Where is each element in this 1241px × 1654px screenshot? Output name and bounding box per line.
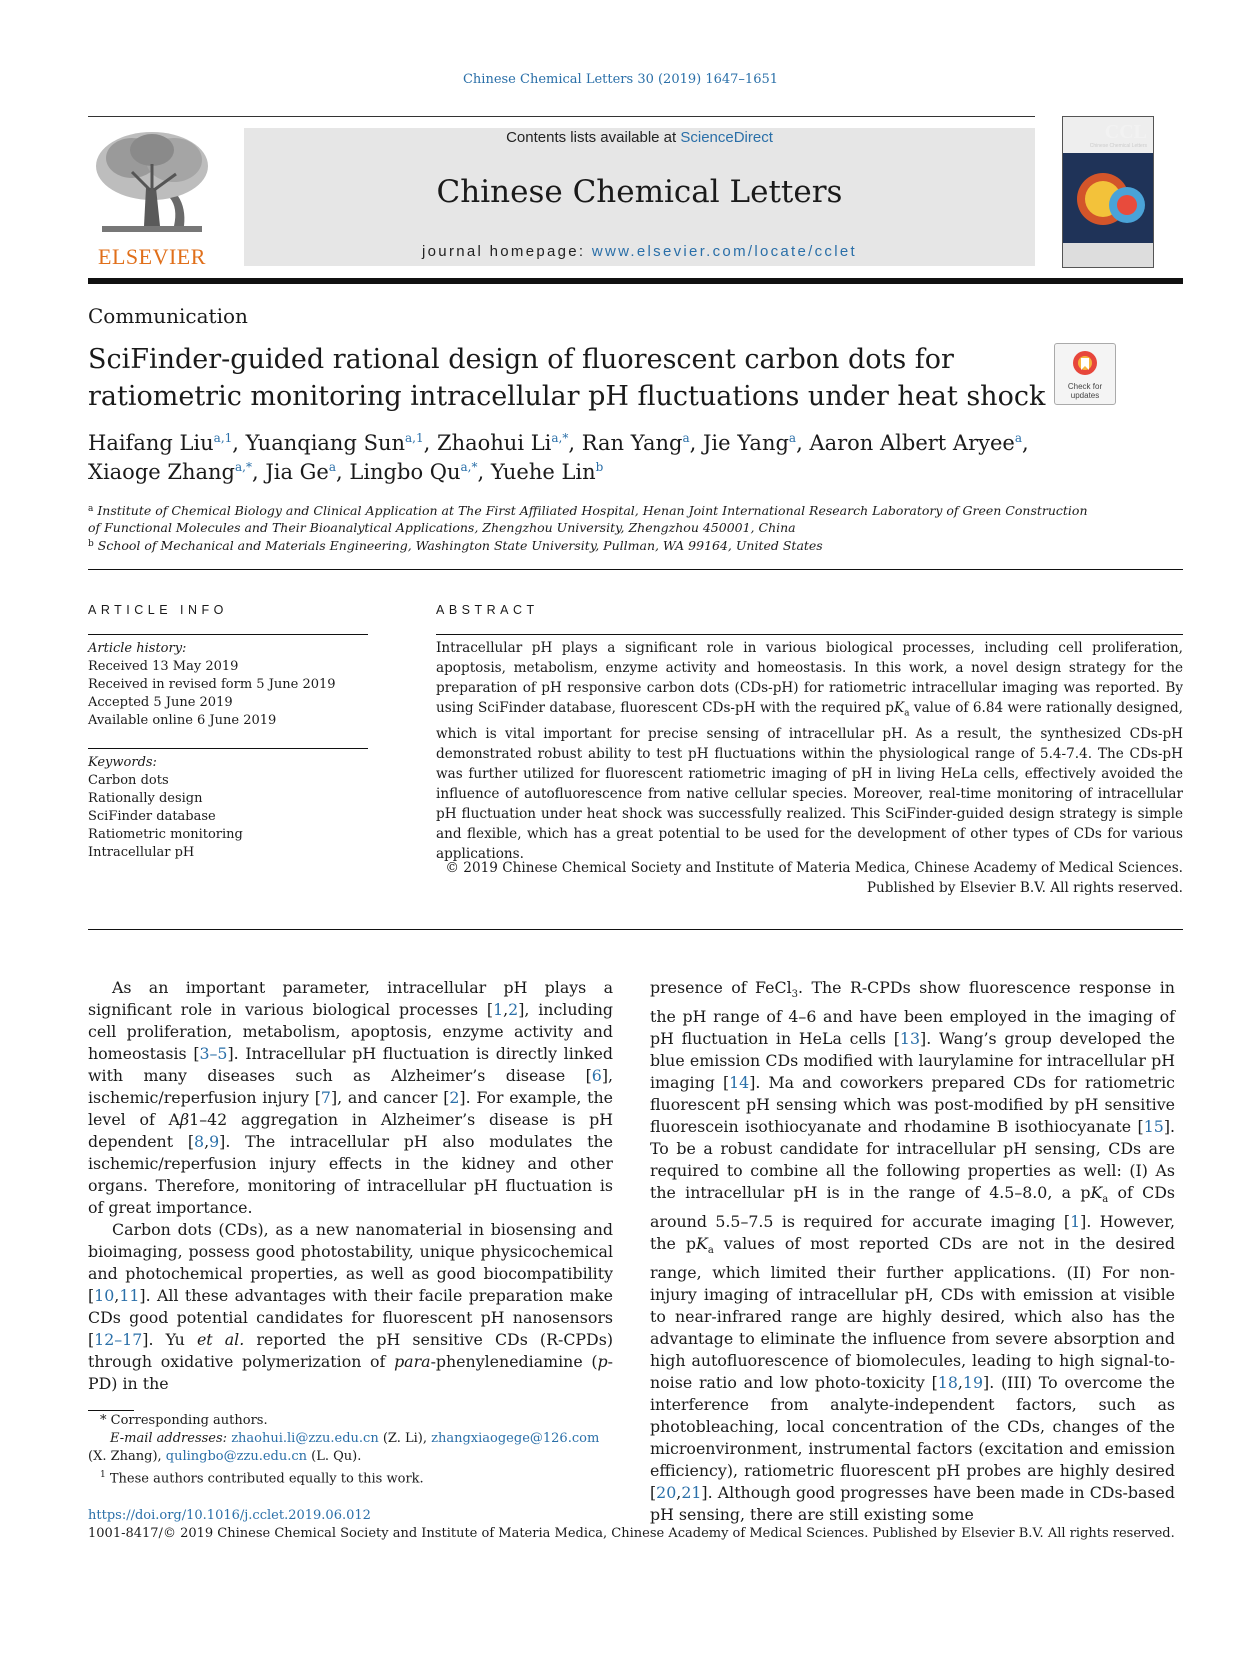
author[interactable]: Jie Yang$^a$ (702, 431, 797, 455)
keywords-rule (88, 748, 368, 749)
keywords-label: Keywords: (88, 755, 157, 770)
homepage-prefix: journal homepage: (422, 243, 592, 260)
ref-link[interactable]: 6 (591, 1066, 602, 1085)
author[interactable]: Zhaohui $Li^{a,*}$ (436, 431, 569, 455)
issn-copyright: 1001-8417/© 2019 Chinese Chemical Society and Institute of Materia Medica, Chinese Academy of Medical Sciences. Published by Elsevier B.V. All rights reserved. (88, 1526, 1175, 1541)
ref-link[interactable]: 13 (899, 1029, 921, 1049)
history-item: Accepted 5 June 2019 (88, 695, 233, 710)
keywords (88, 754, 368, 862)
affiliation-a: $^a$ Institute of Chemical Biology and Clinical Application at The First Affiliated Hospital, Henan Joint International Research Laboratory of Green Construction of Functional Molecules and Their Bioanalytical Applications, Zhengzhou University, Zhengzhou 450001, China (88, 503, 1088, 535)
email-link[interactable]: zhangxiaogege@126.com (431, 1431, 600, 1446)
footnote-corresponding: * Corresponding authors. (100, 1413, 268, 1428)
history-item: Received 13 May 2019 (88, 659, 239, 674)
abstract-bottom-rule (88, 929, 1183, 930)
ref-link[interactable]: 12–17 (94, 1330, 143, 1349)
affiliation-rule (88, 569, 1183, 570)
author[interactable]: Xiaoge Zhang$^{a,*}$ (88, 460, 252, 484)
tree-icon (92, 128, 212, 240)
author[interactable]: Ran Yang$^a$ (581, 431, 690, 455)
body-column-right (650, 977, 1175, 1526)
abstract-copyright: © 2019 Chinese Chemical Society and Institute of Materia Medica, Chinese Academy of Medical Sciences. Published by Elsevier B.V. All rights reserved. (445, 860, 1183, 896)
paragraph: As an important parameter, intracellular pH plays a significant role in various biological processes [1,2], including cell proliferation, metabolism, apoptosis, enzyme activity and homeostasis [3–5]. Intracellular pH fluctuation is directly linked with many diseases such as Alzheimer’s disease [6], ischemic/reperfusion injury [7], and cancer [2]. For example, the level of Aβ1–42 aggregation in Alzheimer’s disease is pH dependent [8,9]. The intracellular pH also modulates the ischemic/reperfusion injury effects in the kidney and other organs. Therefore, monitoring of intracellular pH fluctuation is of great importance. (88, 978, 613, 1217)
author-list: Haifang Liu$^{a,1}$, Yuanqiang Sun$^{a,1}$, Zhaohui $Li^{a,*}$, Ran Yang$^a$, Jie Yang$^a$, Aaron Albert Aryee$^a$, Xiaoge Zhang$^{a,*}$, Jia Ge$^a$, Lingbo $Qu^{a,*}$, Yuehe Lin$^b$ (88, 431, 1029, 484)
contents-prefix: Contents lists available at (506, 129, 681, 146)
keyword: Carbon dots (88, 773, 169, 788)
ref-link[interactable]: 7 (320, 1088, 331, 1107)
ref-link[interactable]: 10 (94, 1286, 115, 1305)
footnotes (88, 1412, 613, 1488)
abstract-rule (436, 634, 1183, 635)
check-updates-label: Check for updates (1067, 382, 1103, 400)
email-link[interactable]: zhaohui.li@zzu.edu.cn (231, 1431, 379, 1446)
journal-banner (244, 128, 1035, 266)
contents-line (244, 129, 1035, 146)
section-type: Communication (88, 304, 248, 328)
sciencedirect-link[interactable]: ScienceDirect (680, 129, 773, 146)
footnote-emails: E-mail addresses: zhaohui.li@zzu.edu.cn (Z. Li), zhangxiaogege@126.com (110, 1431, 600, 1446)
history-label: Article history: (88, 641, 187, 656)
elsevier-logo[interactable] (88, 128, 216, 269)
journal-name: Chinese Chemical Letters (436, 174, 843, 210)
ref-link[interactable]: 14 (729, 1073, 750, 1093)
email-link[interactable]: qulingbo@zzu.edu.cn (165, 1449, 308, 1464)
author[interactable]: Aaron Albert Aryee$^a$ (809, 431, 1022, 455)
article-info-heading: ARTICLE INFO (88, 603, 228, 617)
history-item: Received in revised form 5 June 2019 (88, 677, 336, 692)
cover-subtitle: Chinese Chemical Letters (1089, 143, 1147, 149)
body-column-left (88, 977, 613, 1395)
info-rule (88, 634, 368, 635)
header-rule (88, 116, 1035, 117)
paragraph: presence of FeCl$_3$. The R-CPDs show fluorescence response in the pH range of 4–6 and have been employed in the imaging of pH fluctuation in HeLa cells [13]. Wang’s group developed the blue emission CDs modified with laurylamine for intracellular pH imaging [14]. Ma and coworkers prepared CDs for ratiometric fluorescent pH sensing which was post-modified by pH sensitive fluorescein isothiocyanate and rhodamine B isothiocyanate [15]. To be a robust candidate for intracellular pH sensing, CDs are required to combine all the following properties as well: (I) As the intracellular pH is in the range of 4.5–8.0, a $pK_a$ of CDs around 5.5–7.5 is required for accurate imaging [1]. However, the $pK_a$ values of most reported CDs are not in the desired range, which limited their further applications. (II) For non-injury imaging of intracellular pH, CDs with emission at visible to near-infrared range are highly desired, which also has the advantage to eliminate the influence from severe absorption and high autofluorescence of biomolecules, leading to high signal-to-noise ratio and low photo-toxicity [18,19]. (III) To overcome the interference from analyte-independent factors, such as photobleaching, local concentration of the CDs, changes of the microenvironment, instrumental factors (excitation and emission efficiency), ratiometric fluorescent pH probes are highly desired [20,21]. Although good progresses have been made in CDs-based pH sensing, there are still existing some (650, 978, 1176, 1525)
journal-citation[interactable]: Chinese Chemical Letters 30 (2019) 1647–1651 (462, 72, 779, 87)
author[interactable]: Haifang Liu$^{a,1}$ (88, 431, 233, 455)
cover-title: CCL (1104, 121, 1147, 143)
doi-link[interactable]: https://doi.org/10.1016/j.cclet.2019.06.012 (88, 1508, 371, 1523)
journal-cover[interactable] (1062, 116, 1154, 268)
elsevier-wordmark: ELSEVIER (98, 244, 206, 269)
abstract-heading: ABSTRACT (436, 603, 539, 617)
ref-link[interactable]: 8 (194, 1132, 205, 1151)
ref-link[interactable]: 2 (449, 1088, 460, 1107)
ref-link[interactable]: 21 (681, 1483, 702, 1503)
article-history (88, 640, 368, 730)
keyword: SciFinder database (88, 809, 216, 824)
abstract-text: Intracellular pH plays a significant role in various biological processes, including cell proliferation, apoptosis, metabolism, enzyme activity and homeostasis. In this work, a novel design strategy for the preparation of pH responsive carbon dots (CDs-pH) for ratiometric intracellular imaging was reported. By using SciFinder database, fluorescent CDs-pH with the required $pK_a$ value of 6.84 were rationally designed, which is vital important for precise sensing of intracellular pH. As a result, the synthesized CDs-pH demonstrated robust ability to test pH fluctuations within the physiological range of 5.4-7.4. The CDs-pH was further utilized for fluorescent ratiometric imaging of pH in living HeLa cells, effectively avoided the influence of autofluorescence from native cellular species. Moreover, real-time monitoring of intracellular pH fluctuation under heat shock was successfully realized. This SciFinder-guided design strategy is simple and flexible, which has a great potential to be used for the development of other types of CDs for various applications. (436, 640, 1183, 862)
ref-link[interactable]: 1 (1070, 1212, 1081, 1232)
ref-link[interactable]: 1 (493, 1000, 504, 1019)
heavy-rule (88, 278, 1183, 284)
keyword: Intracellular pH (88, 845, 195, 860)
ref-link[interactable]: 15 (1143, 1117, 1164, 1137)
author[interactable]: Jia Ge$^a$ (265, 460, 337, 484)
ref-link[interactable]: 2 (508, 1000, 519, 1019)
keyword: Rationally design (88, 791, 203, 806)
bookmark-icon (1072, 350, 1098, 380)
ref-link[interactable]: 19 (962, 1373, 984, 1393)
paragraph: Carbon dots (CDs), as a new nanomaterial in biosensing and bioimaging, possess good photostability, unique physicochemical and photochemical properties, as well as good biocompatibility [10,11]. All these advantages with their facile preparation make CDs good potential candidates for fluorescent pH nanosensors [12–17]. Yu et al. reported the pH sensitive CDs (R-CPDs) through oxidative polymerization of para-phenylenediamine (p-PD) in the (88, 1220, 613, 1393)
article-title: SciFinder-guided rational design of fluorescent carbon dots for ratiometric monitoring intracellular pH fluctuations under heat shock (88, 344, 1046, 412)
history-item: Available online 6 June 2019 (88, 713, 277, 728)
footnote-rule (88, 1410, 134, 1411)
author[interactable]: Yuanqiang Sun$^{a,1}$ (245, 431, 424, 455)
ref-link[interactable]: 18 (937, 1373, 958, 1393)
keyword: Ratiometric monitoring (88, 827, 243, 842)
homepage-line (244, 243, 1035, 260)
footnote-emails-cont: (X. Zhang), qulingbo@zzu.edu.cn (L. Qu). (88, 1449, 362, 1464)
ref-link[interactable]: 11 (119, 1286, 140, 1305)
check-for-updates-button[interactable] (1054, 343, 1116, 405)
author[interactable]: Lingbo $Qu^{a,*}$ (349, 460, 478, 484)
ref-link[interactable]: 3–5 (199, 1044, 228, 1063)
footnote-equal: $^1$ These authors contributed equally to this work. (100, 1470, 424, 1487)
ref-link[interactable]: 9 (209, 1132, 220, 1151)
affiliation-b: $^b$ School of Mechanical and Materials Engineering, Washington State University, Pullman, WA 99164, United States (88, 538, 823, 553)
author[interactable]: Yuehe Lin$^b$ (490, 460, 604, 484)
homepage-link[interactable]: www.elsevier.com/locate/cclet (591, 243, 857, 260)
ref-link[interactable]: 20 (656, 1483, 677, 1503)
